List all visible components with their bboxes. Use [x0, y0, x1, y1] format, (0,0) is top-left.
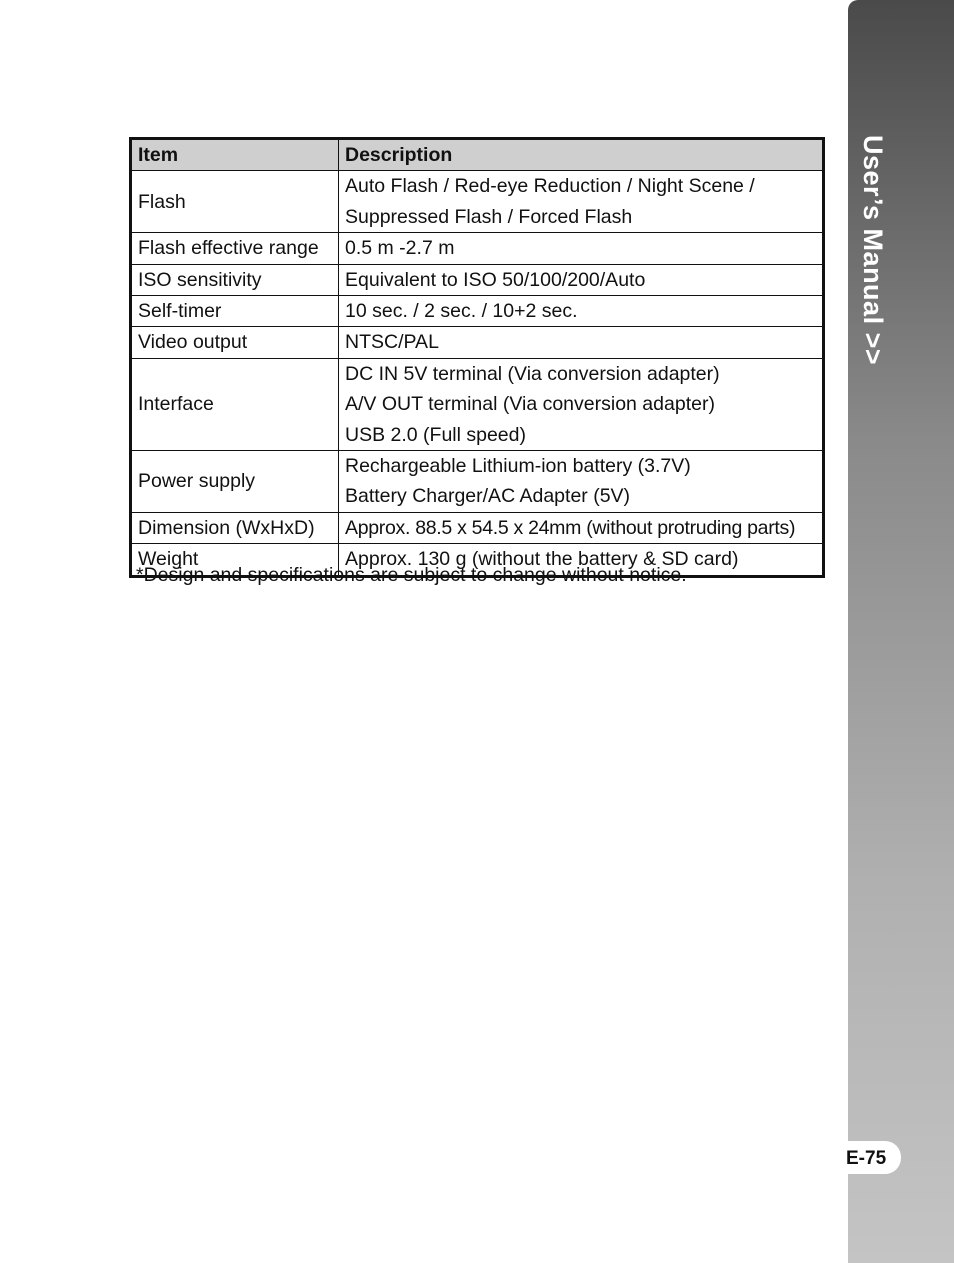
- footnote: *Design and specifications are subject to change without notice.: [136, 564, 687, 586]
- row-description: [339, 171, 824, 233]
- description-line: 10 sec. / 2 sec. / 10+2 sec.: [345, 300, 578, 323]
- row-item: Self-timer: [131, 296, 339, 327]
- row-description: [339, 512, 824, 543]
- row-description: [339, 233, 824, 264]
- row-description: [339, 358, 824, 450]
- row-item: ISO sensitivity: [131, 264, 339, 295]
- table-row: [131, 358, 824, 450]
- description-line: NTSC/PAL: [345, 331, 439, 354]
- table-row: [131, 327, 824, 358]
- description-line: Battery Charger/AC Adapter (5V): [345, 485, 631, 508]
- description-line: Rechargeable Lithium-ion battery (3.7V): [345, 455, 691, 478]
- table-row: [131, 296, 824, 327]
- row-item: Power supply: [131, 451, 339, 513]
- page-number: E-75: [838, 1141, 901, 1174]
- description-line: DC IN 5V terminal (Via conversion adapter): [345, 362, 720, 385]
- row-item: Interface: [131, 358, 339, 450]
- row-item: Flash: [131, 171, 339, 233]
- row-description: [339, 451, 824, 513]
- table-row: [131, 512, 824, 543]
- description-line: Auto Flash / Red-eye Reduction / Night Scene /: [345, 175, 755, 198]
- table-row: [131, 264, 824, 295]
- description-line: USB 2.0 (Full speed): [345, 423, 526, 446]
- table-row: [131, 451, 824, 513]
- table-row: [131, 171, 824, 233]
- row-item: Dimension (WxHxD): [131, 512, 339, 543]
- description-line: Equivalent to ISO 50/100/200/Auto: [345, 268, 646, 291]
- description-line: Approx. 88.5 x 54.5 x 24mm (without protruding parts): [345, 516, 796, 539]
- description-line: Approx. 130 g (without the battery & SD card): [345, 548, 739, 571]
- row-description: [339, 327, 824, 358]
- row-item: Weight: [131, 544, 339, 576]
- column-header-description: Description: [339, 139, 824, 171]
- column-header-item: Item: [131, 139, 339, 171]
- row-description: [339, 296, 824, 327]
- row-item: Video output: [131, 327, 339, 358]
- spec-table: [129, 137, 825, 578]
- table-header-row: [131, 139, 824, 171]
- row-description: [339, 264, 824, 295]
- sidebar-title: User’s Manual >>: [858, 135, 888, 366]
- description-line: 0.5 m -2.7 m: [345, 237, 455, 260]
- table-row: [131, 233, 824, 264]
- row-item: Flash effective range: [131, 233, 339, 264]
- description-line: Suppressed Flash / Forced Flash: [345, 205, 633, 228]
- description-line: A/V OUT terminal (Via conversion adapter): [345, 393, 715, 416]
